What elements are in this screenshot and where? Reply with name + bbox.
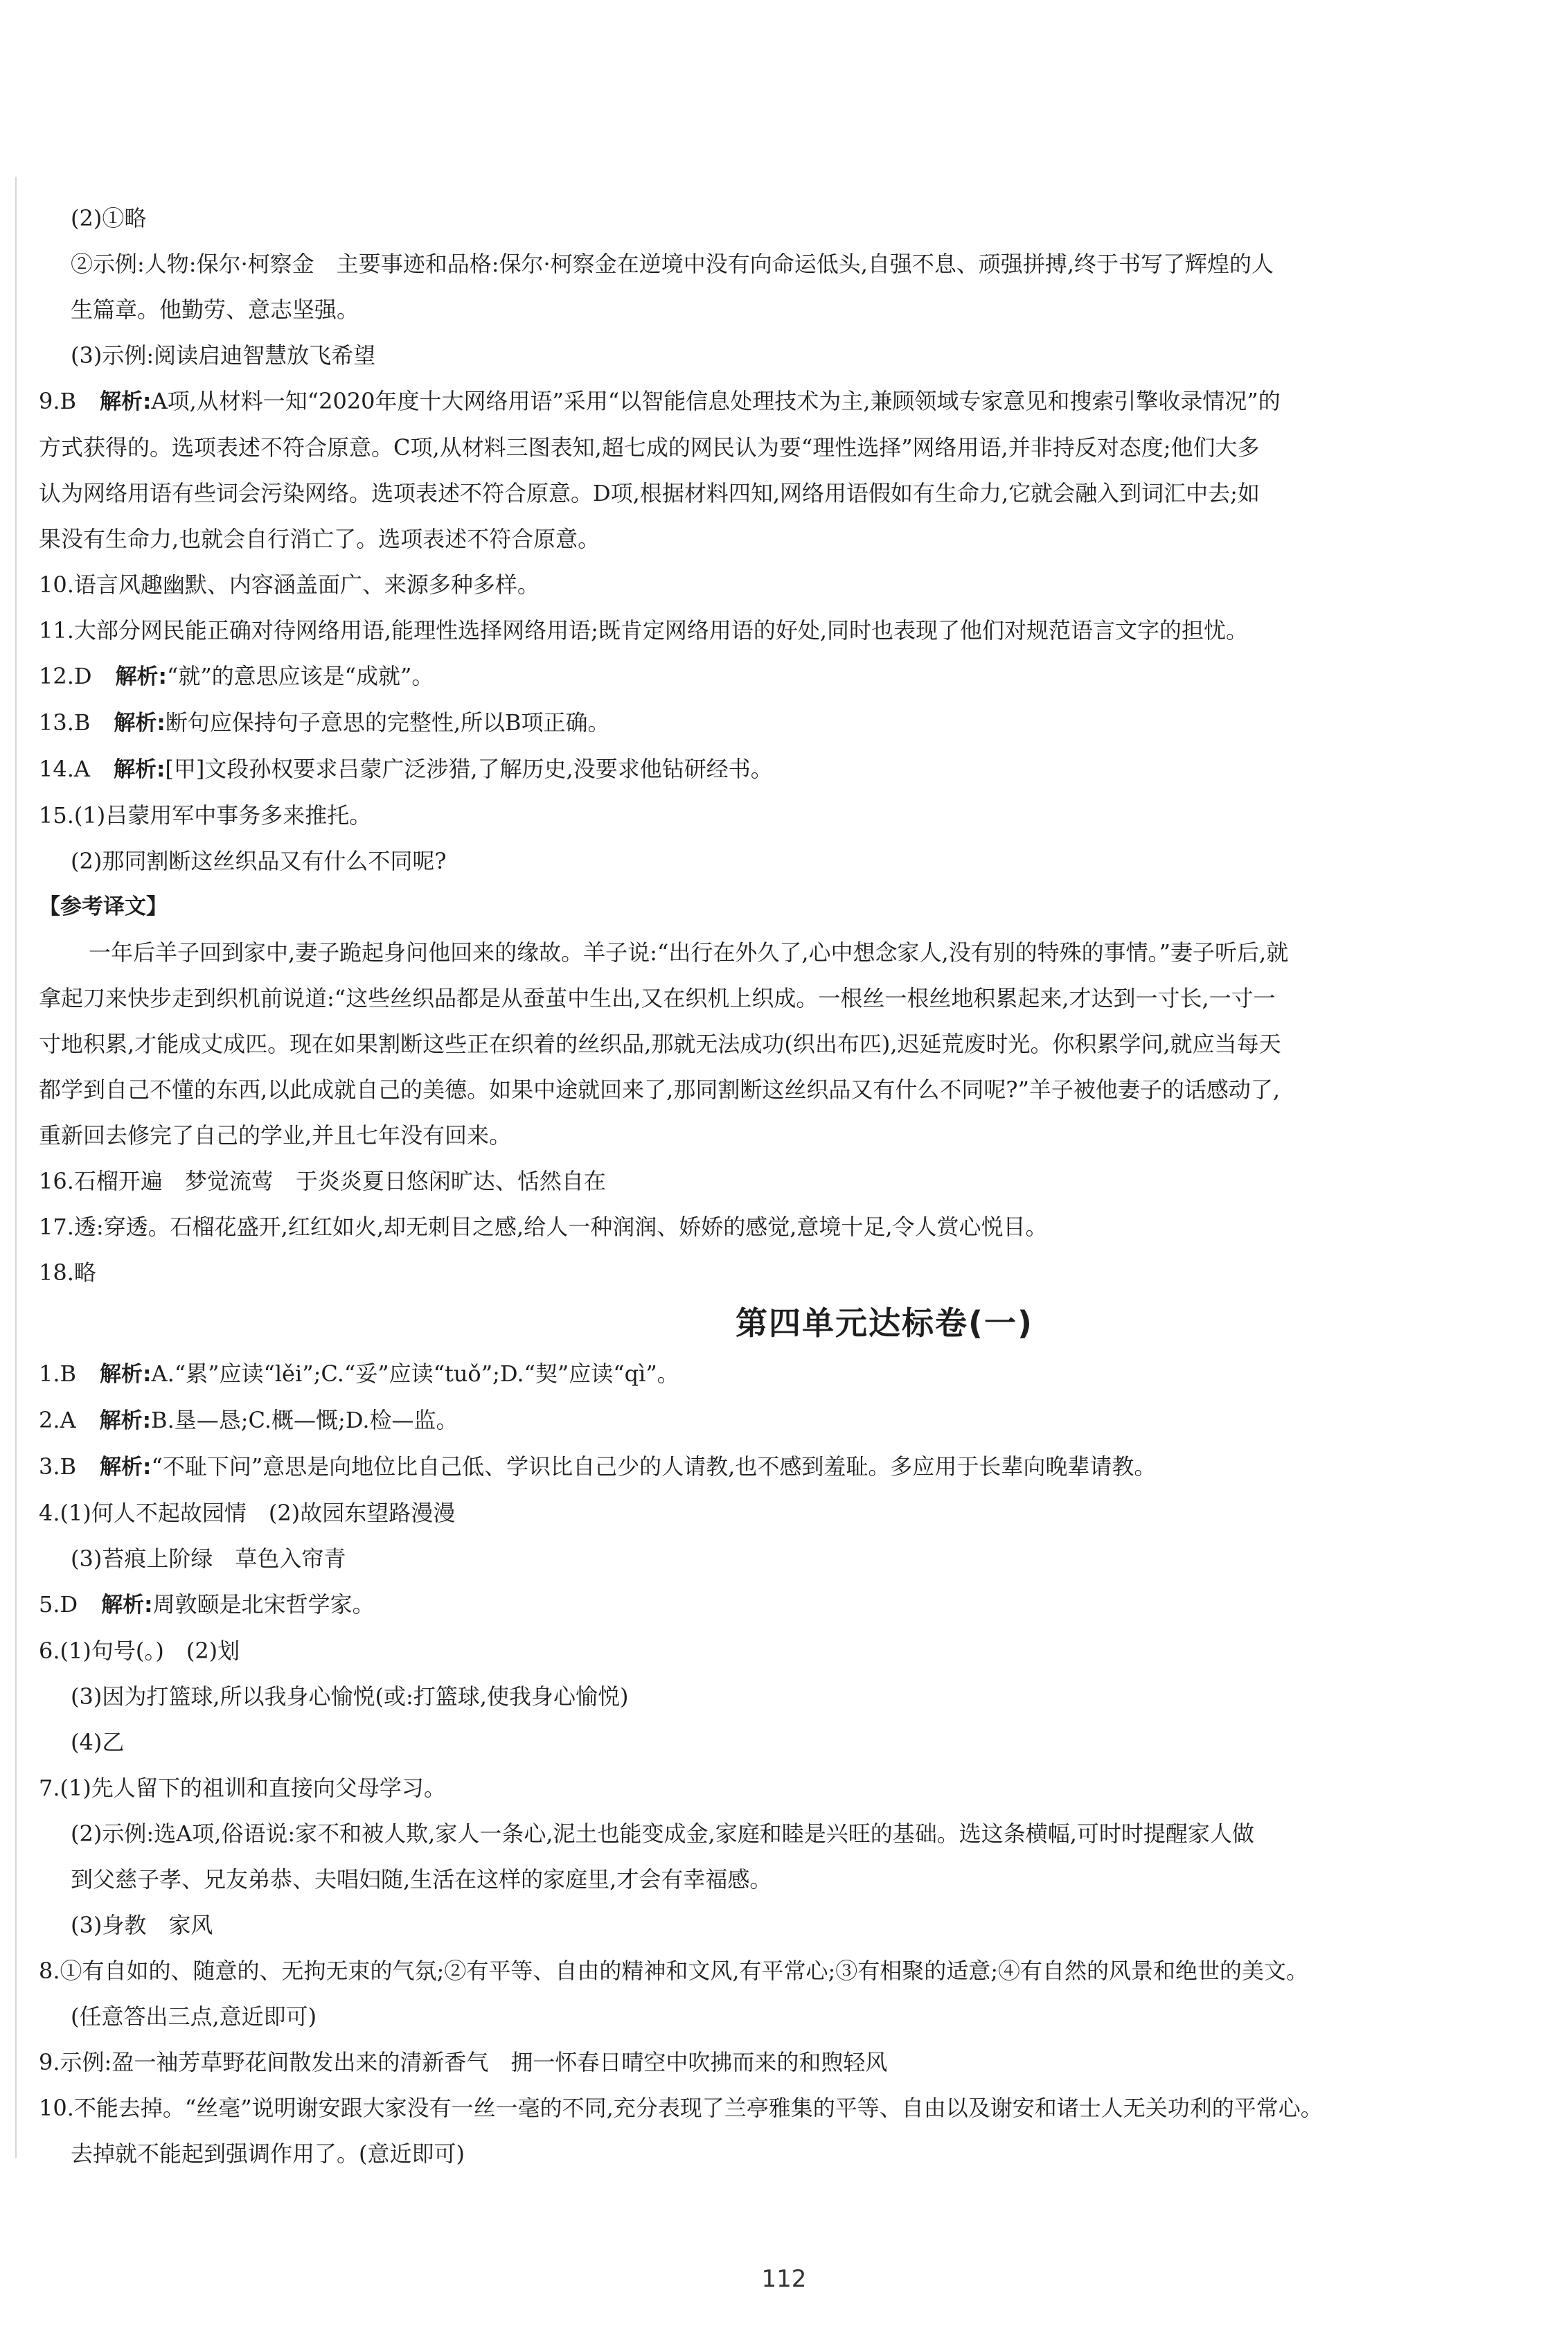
reference-translation-header: 【参考译文】 [39, 894, 168, 919]
analysis-label: 解析: [114, 711, 166, 736]
answer-number: 5.D [39, 1591, 78, 1617]
translation-line: 拿起刀来快步走到织机前说道:“这些丝织品都是从蚕茧中生出,又在织机上织成。一根丝一根丝地积累起来,才达到一寸长,一寸一 [39, 985, 1276, 1011]
unit4-answer-7: 7.(1)先人留下的祖训和直接向父母学习。 [39, 1775, 446, 1801]
answer-text: “不耻下问”意思是向地位比自己低、学识比自己少的人请教,也不感到羞耻。多应用于长辈向晚辈请教。 [151, 1453, 1157, 1480]
answer-line: 认为网络用语有些词会污染网络。选项表述不符合原意。D项,根据材料四知,网络用语假如有生命力,它就会融入到词汇中去;如 [39, 480, 1260, 506]
answer-line: (2)①略 [71, 205, 147, 231]
unit4-answer-1 [39, 1351, 1536, 1397]
answer-line: (3)示例:阅读启迪智慧放飞希望 [71, 342, 376, 369]
answer-11: 11.大部分网民能正确对待网络用语,能理性选择网络用语;既肯定网络用语的好处,同时也表现了他们对规范语言文字的担忧。 [39, 617, 1249, 644]
answer-number: 1.B [39, 1361, 77, 1387]
unit4-answer-2 [39, 1397, 1536, 1444]
answer-line: 到父慈子孝、兄友弟恭、夫唱妇随,生活在这样的家庭里,才会有幸福感。 [71, 1866, 772, 1893]
unit4-answer-8: 8.①有自如的、随意的、无拘无束的气氛;②有平等、自由的精神和文风,有平常心;③有相聚的适意;④有自然的风景和绝世的美文。 [39, 1958, 1309, 1984]
answer-15: 15.(1)吕蒙用军中事务多来推托。 [39, 802, 372, 828]
left-margin-rule [15, 177, 17, 2158]
answer-18: 18.略 [39, 1259, 96, 1286]
answer-text: A项,从材料一知“2020年度十大网络用语”采用“以智能信息处理技术为主,兼顾领域专家意见和搜索引擎收录情况”的 [151, 388, 1281, 414]
answer-line: 生篇章。他勤劳、意志坚强。 [71, 296, 359, 323]
answer-number: 12.D [39, 663, 92, 689]
answer-number: 2.A [39, 1407, 76, 1433]
answer-text: [甲]文段孙权要求吕蒙广泛涉猎,了解历史,没要求他钻研经书。 [165, 756, 773, 782]
answer-12 [39, 653, 1536, 700]
unit4-answer-3 [39, 1444, 1536, 1490]
unit4-answer-5 [39, 1581, 1536, 1628]
answer-10: 10.语言风趣幽默、内容涵盖面广、来源多种多样。 [39, 571, 540, 598]
answer-17: 17.透:穿透。石榴花盛开,红红如火,却无刺目之感,给人一种润润、娇娇的感觉,意境十足,令人赏心悦目。 [39, 1214, 1048, 1240]
answer-line: (3)苔痕上阶绿 草色入帘青 [71, 1545, 346, 1572]
answer-line: (4)乙 [71, 1729, 125, 1755]
unit4-answer-6: 6.(1)句号(。) (2)划 [39, 1638, 240, 1664]
answer-line: (任意答出三点,意近即可) [71, 2003, 317, 2030]
analysis-label: 解析: [115, 664, 167, 689]
answer-13 [39, 700, 1536, 746]
analysis-label: 解析: [101, 1593, 153, 1617]
answer-line: (2)示例:选A项,俗语说:家不和被人欺,家人一条心,泥土也能变成金,家庭和睦是兴旺的基础。选这条横幅,可时时提醒家人做 [71, 1820, 1254, 1847]
analysis-label: 解析: [100, 1362, 152, 1387]
analysis-label: 解析: [114, 757, 166, 782]
answer-number: 14.A [39, 756, 90, 782]
answer-text: A.“累”应读“lěi”;C.“妥”应读“tuǒ”;D.“契”应读“qì”。 [151, 1361, 679, 1387]
translation-line: 都学到自己不懂的东西,以此成就自己的美德。如果中途就回来了,那同割断这丝织品又有什么不同呢?”羊子被他妻子的话感动了, [39, 1076, 1281, 1103]
answer-line: 方式获得的。选项表述不符合原意。C项,从材料三图表知,超七成的网民认为要“理性选择”网络用语,并非持反对态度;他们大多 [39, 434, 1260, 461]
answer-9 [39, 378, 1536, 425]
analysis-label: 解析: [100, 389, 152, 414]
section-title: 第四单元达标卷(一) [735, 1304, 1034, 1342]
answer-text: 断句应保持句子意思的完整性,所以B项正确。 [165, 709, 610, 736]
answer-line: (2)那同割断这丝织品又有什么不同呢? [71, 848, 447, 874]
answer-number: 3.B [39, 1453, 77, 1480]
answer-text: B.垦—恳;C.概—慨;D.检—监。 [151, 1407, 458, 1433]
translation-line: 寸地积累,才能成丈成匹。现在如果割断这些正在织着的丝织品,那就无法成功(织出布匹),迟延荒废时光。你积累学问,就应当每天 [39, 1031, 1281, 1057]
answer-number: 13.B [39, 709, 91, 736]
answer-number: 9.B [39, 388, 77, 414]
translation-line: 一年后羊子回到家中,妻子跪起身问他回来的缘故。羊子说:“出行在外久了,心中想念家人,没有别的特殊的事情。”妻子听后,就 [89, 939, 1289, 966]
unit4-answer-4: 4.(1)何人不起故园情 (2)故园东望路漫漫 [39, 1500, 456, 1526]
answer-line: ②示例:人物:保尔·柯察金 主要事迹和品格:保尔·柯察金在逆境中没有向命运低头,自强不息、顽强拼搏,终于书写了辉煌的人 [71, 251, 1274, 277]
answer-text: 周敦颐是北宋哲学家。 [152, 1591, 375, 1617]
answer-14 [39, 746, 1536, 792]
answer-line: (3)身教 家风 [71, 1912, 213, 1938]
analysis-label: 解析: [100, 1455, 152, 1480]
answer-line: 去掉就不能起到强调作用了。(意近即可) [71, 2141, 465, 2167]
answer-text: “就”的意思应该是“成就”。 [166, 663, 434, 689]
analysis-label: 解析: [99, 1408, 152, 1433]
answer-line: 果没有生命力,也就会自行消亡了。选项表述不符合原意。 [39, 526, 600, 552]
translation-line: 重新回去修完了自己的学业,并且七年没有回来。 [39, 1122, 512, 1149]
unit4-answer-10: 10.不能去掉。“丝毫”说明谢安跟大家没有一丝一毫的不同,充分表现了兰亭雅集的平等、自由以及谢安和诸士人无关功利的平常心。 [39, 2095, 1323, 2121]
answer-line: (3)因为打篮球,所以我身心愉悦(或:打篮球,使我身心愉悦) [71, 1683, 629, 1710]
answer-16: 16.石榴开遍 梦觉流莺 于炎炎夏日悠闲旷达、恬然自在 [39, 1168, 606, 1194]
page-number: 112 [761, 2265, 807, 2293]
answer-key-content [39, 195, 1536, 2177]
unit4-answer-9: 9.示例:盈一袖芳草野花间散发出来的清新香气 拥一怀春日晴空中吹拂而来的和煦轻风 [39, 2049, 888, 2075]
